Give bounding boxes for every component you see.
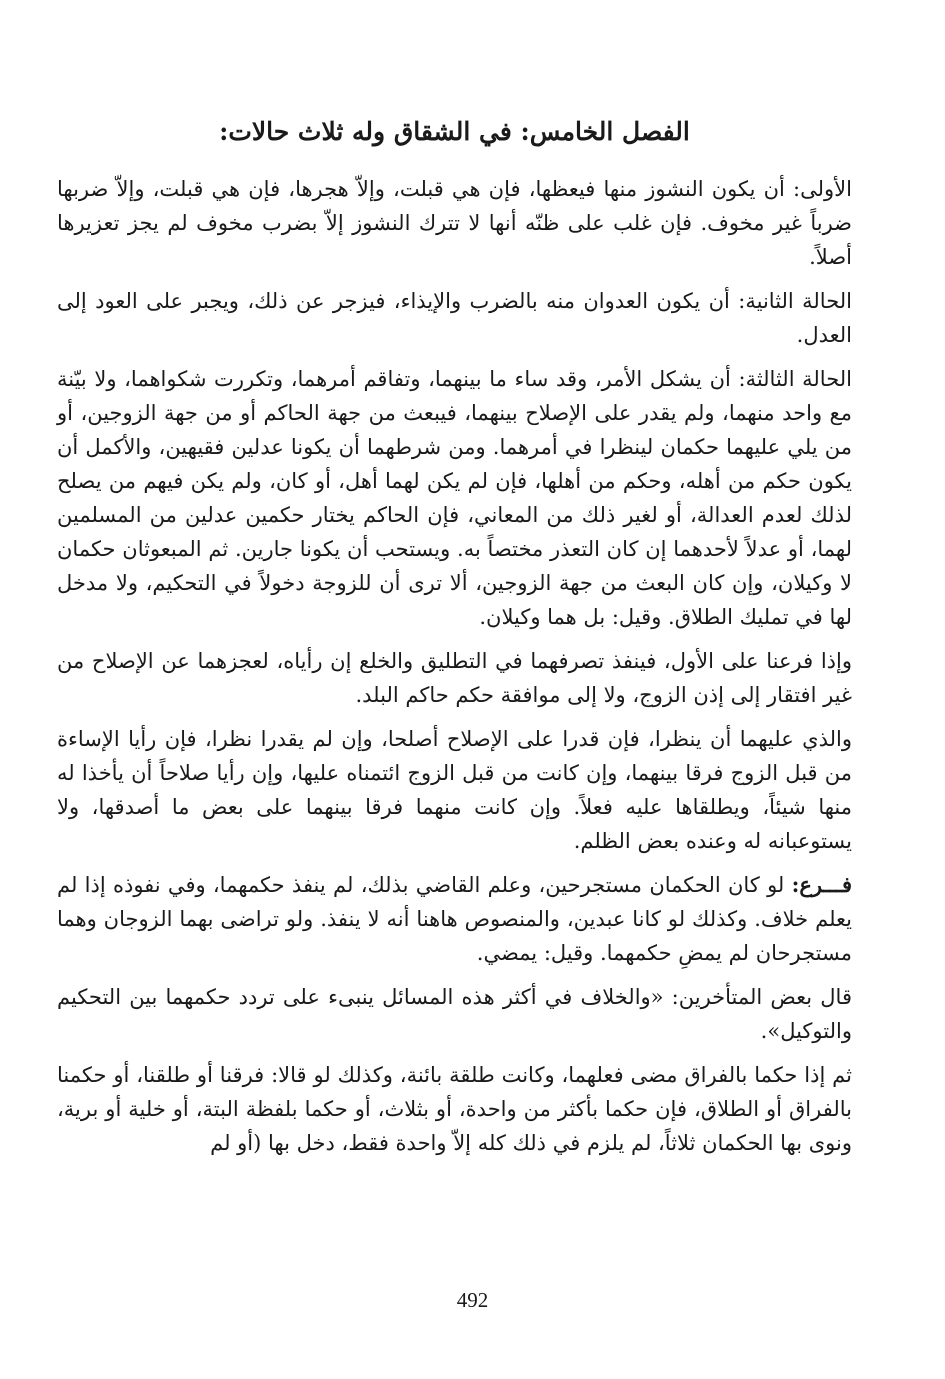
paragraph-7 bbox=[57, 980, 852, 1048]
paragraph-6 bbox=[57, 868, 852, 970]
paragraph-4 bbox=[57, 644, 852, 712]
paragraph-text: والذي عليهما أن ينظرا، فإن قدرا على الإصلاح أصلحا، وإن لم يقدرا نظرا، فإن رأيا الإساءة من قبل الزوج فرقا بينهما، وإن كانت من قبل الزوج ائتمناه عليها، وإن رأيا صلاحاً أن يأخذا له منها شيئاً، ويطلقاها عليه فعلاً. وإن كانت منهما فرقا بينهما على بعض ما أصدقها، ولا يستوعبانه له وعنده بعض الظلم. bbox=[57, 727, 852, 853]
paragraph-3 bbox=[57, 362, 852, 634]
paragraph-text: ثم إذا حكما بالفراق مضى فعلهما، وكانت طلقة بائنة، وكذلك لو قالا: فرقنا أو طلقنا، أو حكمنا بالفراق أو الطلاق، فإن حكما بأكثر من واحدة، أو بثلاث، أو حكما بلفظة البتة، أو خلية أو برية، ونوى بها الحكمان ثلاثاً، لم يلزم في ذلك كله إلاّ واحدة فقط، دخل بها (أو لم bbox=[57, 1063, 852, 1155]
paragraph-text: الحالة الثانية: أن يكون العدوان منه بالضرب والإيذاء، فيزجر عن ذلك، ويجبر على العود إلى العدل. bbox=[57, 289, 852, 347]
paragraph-1 bbox=[57, 172, 852, 274]
paragraph-2 bbox=[57, 284, 852, 352]
paragraph-5 bbox=[57, 722, 852, 858]
paragraph-text: قال بعض المتأخرين: «والخلاف في أكثر هذه المسائل ينبىء على تردد حكمهما بين التحكيم والتوكيل». bbox=[57, 985, 852, 1043]
paragraph-text: لو كان الحكمان مستجرحين، وعلم القاضي بذلك، لم ينفذ حكمهما، وفي نفوذه إذا لم يعلم خلاف. وكذلك لو كانا عبدين، والمنصوص هاهنا أنه لا ينفذ. ولو تراضى بهما الزوجان وهما مستجرحان لم يمضِ حكمهما. وقيل: يمضي. bbox=[57, 873, 852, 965]
chapter-title: الفصل الخامس: في الشقاق وله ثلاث حالات: bbox=[219, 117, 690, 146]
paragraph-8 bbox=[57, 1058, 852, 1160]
paragraph-lead: فـــرع: bbox=[791, 872, 852, 897]
paragraph-text: الحالة الثالثة: أن يشكل الأمر، وقد ساء ما بينهما، وتفاقم أمرهما، وتكررت شكواهما، ولا بيّنة مع واحد منهما، ولم يقدر على الإصلاح بينهما، فيبعث من جهة الحاكم أو من جهة الزوجين، أو من يلي عليهما حكمان لينظرا في أمرهما. ومن شرطهما أن يكونا عدلين فقيهين، والأكمل أن يكون حكم من أهله، وحكم من أهلها، فإن لم يكن لهما أهل، أو كان، ولم يكن فيهم من يصلح لذلك لعدم العدالة، أو لغير ذلك من المعاني، فإن الحاكم يختار حكمين عدلين من المسلمين لهما، أو عدلاً لأحدهما إن كان التعذر مختصاً به. ويستحب أن يكونا جارين. ثم المبعوثان حكمان لا وكيلان، وإن كان البعث من جهة الزوجين، ألا ترى أن للزوجة دخولاً في التحكيم، ولا مدخل لها في تمليك الطلاق. وقيل: بل هما وكيلان. bbox=[57, 367, 852, 629]
page-number: 492 bbox=[456, 1288, 489, 1312]
paragraph-text: وإذا فرعنا على الأول، فينفذ تصرفهما في التطليق والخلع إن رأياه، لعجزهما عن الإصلاح من غير افتقار إلى إذن الزوج، ولا إلى موافقة حكم حاكم البلد. bbox=[57, 649, 852, 707]
paragraph-text: الأولى: أن يكون النشوز منها فيعظها، فإن هي قبلت، وإلاّ هجرها، فإن هي قبلت، وإلاّ ضربها ضرباً غير مخوف. فإن غلب على ظنّه أنها لا تترك النشوز إلاّ بضرب مخوف لم يجز تعزيرها أصلاً. bbox=[57, 177, 852, 269]
